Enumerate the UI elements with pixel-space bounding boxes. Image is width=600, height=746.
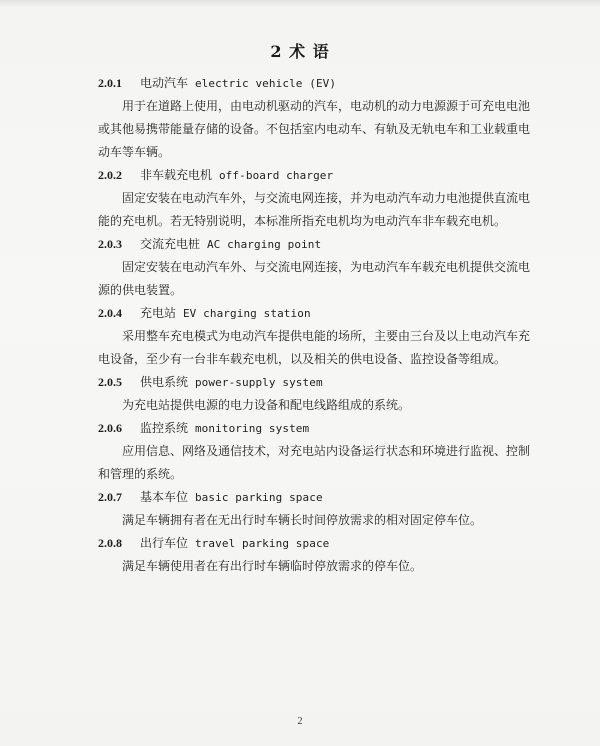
section-title: 2 术 语: [270, 42, 330, 61]
page-top-edge: [0, 0, 600, 8]
term-chinese-name: 供电系统: [140, 375, 189, 389]
term-definition: 采用整车充电模式为电动汽车提供电能的场所，主要由三台及以上电动汽车充电设备，至少有一台非车载充电机，以及相关的供电设备、监控设备等组成。: [98, 329, 531, 366]
term-english-name: electric vehicle (EV): [194, 77, 337, 90]
term-heading: [98, 486, 530, 509]
term-heading: [98, 371, 530, 394]
term-number: 2.0.2: [98, 168, 122, 182]
term-chinese-name: 充电站: [140, 306, 177, 320]
term-chinese-name: 基本车位: [140, 490, 189, 504]
term-english-name: basic parking space: [194, 491, 323, 504]
term-definition: 固定安装在电动汽车外，与交流电网连接，并为电动汽车动力电池提供直流电能的充电机。若无特别说明，本标准所指充电机均为电动汽车非车载充电机。: [98, 191, 531, 228]
term-chinese-name: 交流充电桩: [140, 237, 201, 251]
term-english-name: AC charging point: [206, 238, 322, 251]
term-heading: [98, 417, 530, 440]
term-definition: 满足车辆使用者在有出行时车辆临时停放需求的停车位。: [122, 559, 423, 573]
term-definition: 应用信息、网络及通信技术，对充电站内设备运行状态和环境进行监视、控制和管理的系统。: [98, 444, 531, 481]
term-entry: [98, 164, 530, 233]
term-definition: 固定安装在电动汽车外、与交流电网连接，为电动汽车车载充电机提供交流电源的供电装置。: [98, 260, 531, 297]
term-number: 2.0.3: [98, 237, 122, 251]
term-entry: [98, 371, 530, 417]
term-entry: [98, 532, 530, 578]
term-english-name: travel parking space: [194, 537, 330, 550]
term-number: 2.0.4: [98, 306, 122, 320]
term-entry: [98, 72, 530, 164]
term-chinese-name: 非车载充电机: [140, 168, 213, 182]
term-entry: [98, 302, 530, 371]
term-chinese-name: 出行车位: [140, 536, 189, 550]
term-english-name: EV charging station: [182, 307, 311, 320]
term-heading: [98, 532, 530, 555]
term-heading: [98, 72, 530, 95]
term-number: 2.0.6: [98, 421, 122, 435]
term-english-name: power-supply system: [194, 376, 323, 389]
term-definition: 用于在道路上使用，由电动机驱动的汽车，电动机的动力电源源于可充电电池或其他易携带能量存储的设备。不包括室内电动车、有轨及无轨电车和工业载重电动车等车辆。: [98, 99, 531, 159]
term-definition: 满足车辆拥有者在无出行时车辆长时间停放需求的相对固定停车位。: [122, 513, 483, 527]
term-number: 2.0.5: [98, 375, 122, 389]
term-english-name: off-board charger: [218, 169, 334, 182]
term-heading: [98, 233, 530, 256]
term-english-name: monitoring system: [194, 422, 310, 435]
term-entry: [98, 417, 530, 486]
term-chinese-name: 监控系统: [140, 421, 189, 435]
term-number: 2.0.8: [98, 536, 122, 550]
term-chinese-name: 电动汽车: [140, 76, 189, 90]
terms-list: [98, 72, 530, 578]
term-entry: [98, 233, 530, 302]
term-definition: 为充电站提供电源的电力设备和配电线路组成的系统。: [122, 398, 411, 412]
term-heading: [98, 164, 530, 187]
term-entry: [98, 486, 530, 532]
page-number: 2: [297, 716, 303, 727]
term-number: 2.0.1: [98, 76, 122, 90]
term-number: 2.0.7: [98, 490, 122, 504]
term-heading: [98, 302, 530, 325]
